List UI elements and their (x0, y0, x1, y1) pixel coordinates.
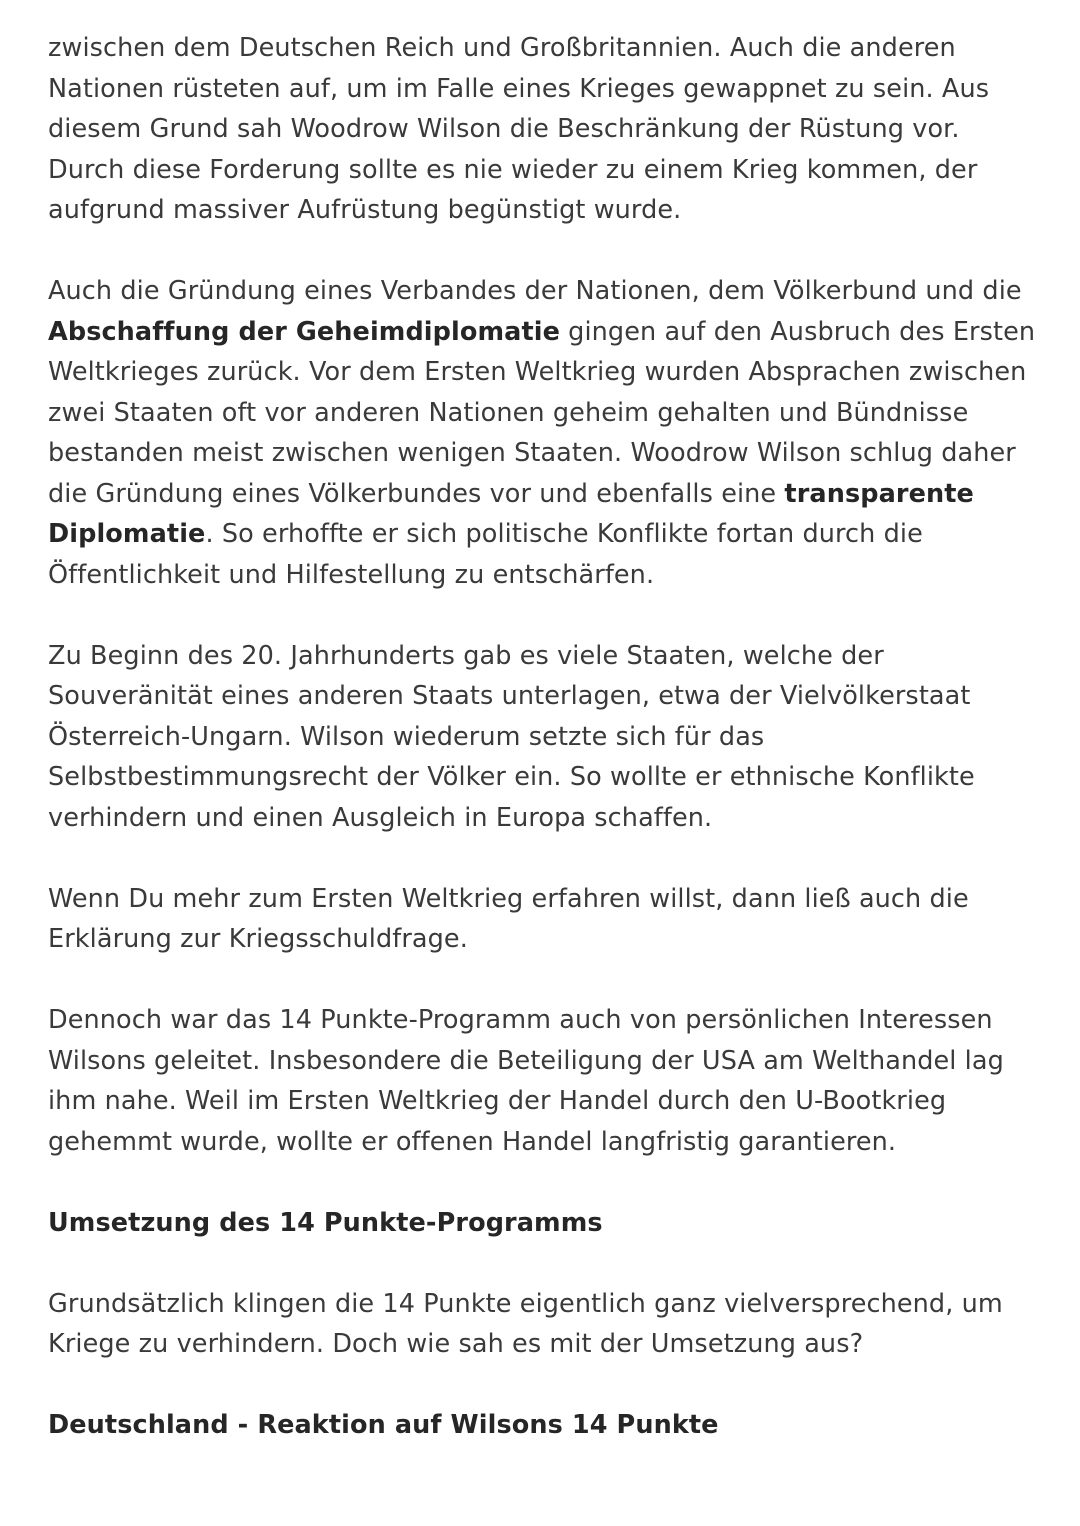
section-heading-germany-reaction: Deutschland - Reaktion auf Wilsons 14 Punkte (48, 1410, 719, 1440)
paragraph-further-reading: Wenn Du mehr zum Ersten Weltkrieg erfahren willst, dann ließ auch die Erklärung zur Kriegsschuldfrage. (48, 883, 969, 954)
paragraph-text: Auch die Gründung eines Verbandes der Nationen, dem Völkerbund und die (48, 276, 1022, 306)
bold-term-transparent-diplomacy: transparente Diplomatie (48, 478, 974, 549)
paragraph-self-determination: Zu Beginn des 20. Jahrhunderts gab es viele Staaten, welche der Souveränität eines anderen Staats unterlagen, etwa der Vielvölkerstaat Österreich-Ungarn. Wilson wiederum setzte sich für das Selbstbestimmungsrecht der Völker ein. So wollte er ethnische Konflikte verhindern und einen Ausgleich in Europa schaffen. (48, 640, 975, 833)
bold-term-secret-diplomacy: Abschaffung der Geheimdiplomatie (48, 316, 560, 347)
paragraph-armament: zwischen dem Deutschen Reich und Großbritannien. Auch die anderen Nationen rüsteten auf, um im Falle eines Krieges gewappnet zu sein. Aus diesem Grund sah Woodrow Wilson die Beschränkung der Rüstung vor. Durch diese Forderung sollte es nie wieder zu einem Krieg kommen, der aufgrund massiver Aufrüstung begünstigt wurde. (48, 33, 990, 225)
paragraph-league-of-nations (48, 271, 1038, 595)
paragraph-implementation-intro: Grundsätzlich klingen die 14 Punkte eigentlich ganz vielversprechend, um Kriege zu verhindern. Doch wie sah es mit der Umsetzung aus? (48, 1288, 1003, 1359)
paragraph-trade-interests: Dennoch war das 14 Punkte-Programm auch von persönlichen Interessen Wilsons geleitet. Insbesondere die Beteiligung der USA am Welthandel lag ihm nahe. Weil im Ersten Weltkrieg der Handel durch den U-Bootkrieg gehemmt wurde, wollte er offenen Handel langfristig garantieren. (48, 1005, 1004, 1157)
section-heading-implementation: Umsetzung des 14 Punkte-Programms (48, 1207, 603, 1238)
paragraph-text: . So erhoffte er sich politische Konflikte fortan durch die Öffentlichkeit und Hilfestellung zu entschärfen. (48, 519, 923, 590)
document-body (48, 28, 1038, 1486)
paragraph-text: gingen auf den Ausbruch des Ersten Weltkrieges zurück. Vor dem Ersten Weltkrieg wurden Absprachen zwischen zwei Staaten oft vor anderen Nationen geheim gehalten und Bündnisse bestanden meist zwischen wenigen Staaten. Woodrow Wilson schlug daher die Gründung eines Völkerbundes vor und ebenfalls eine (48, 316, 1036, 509)
